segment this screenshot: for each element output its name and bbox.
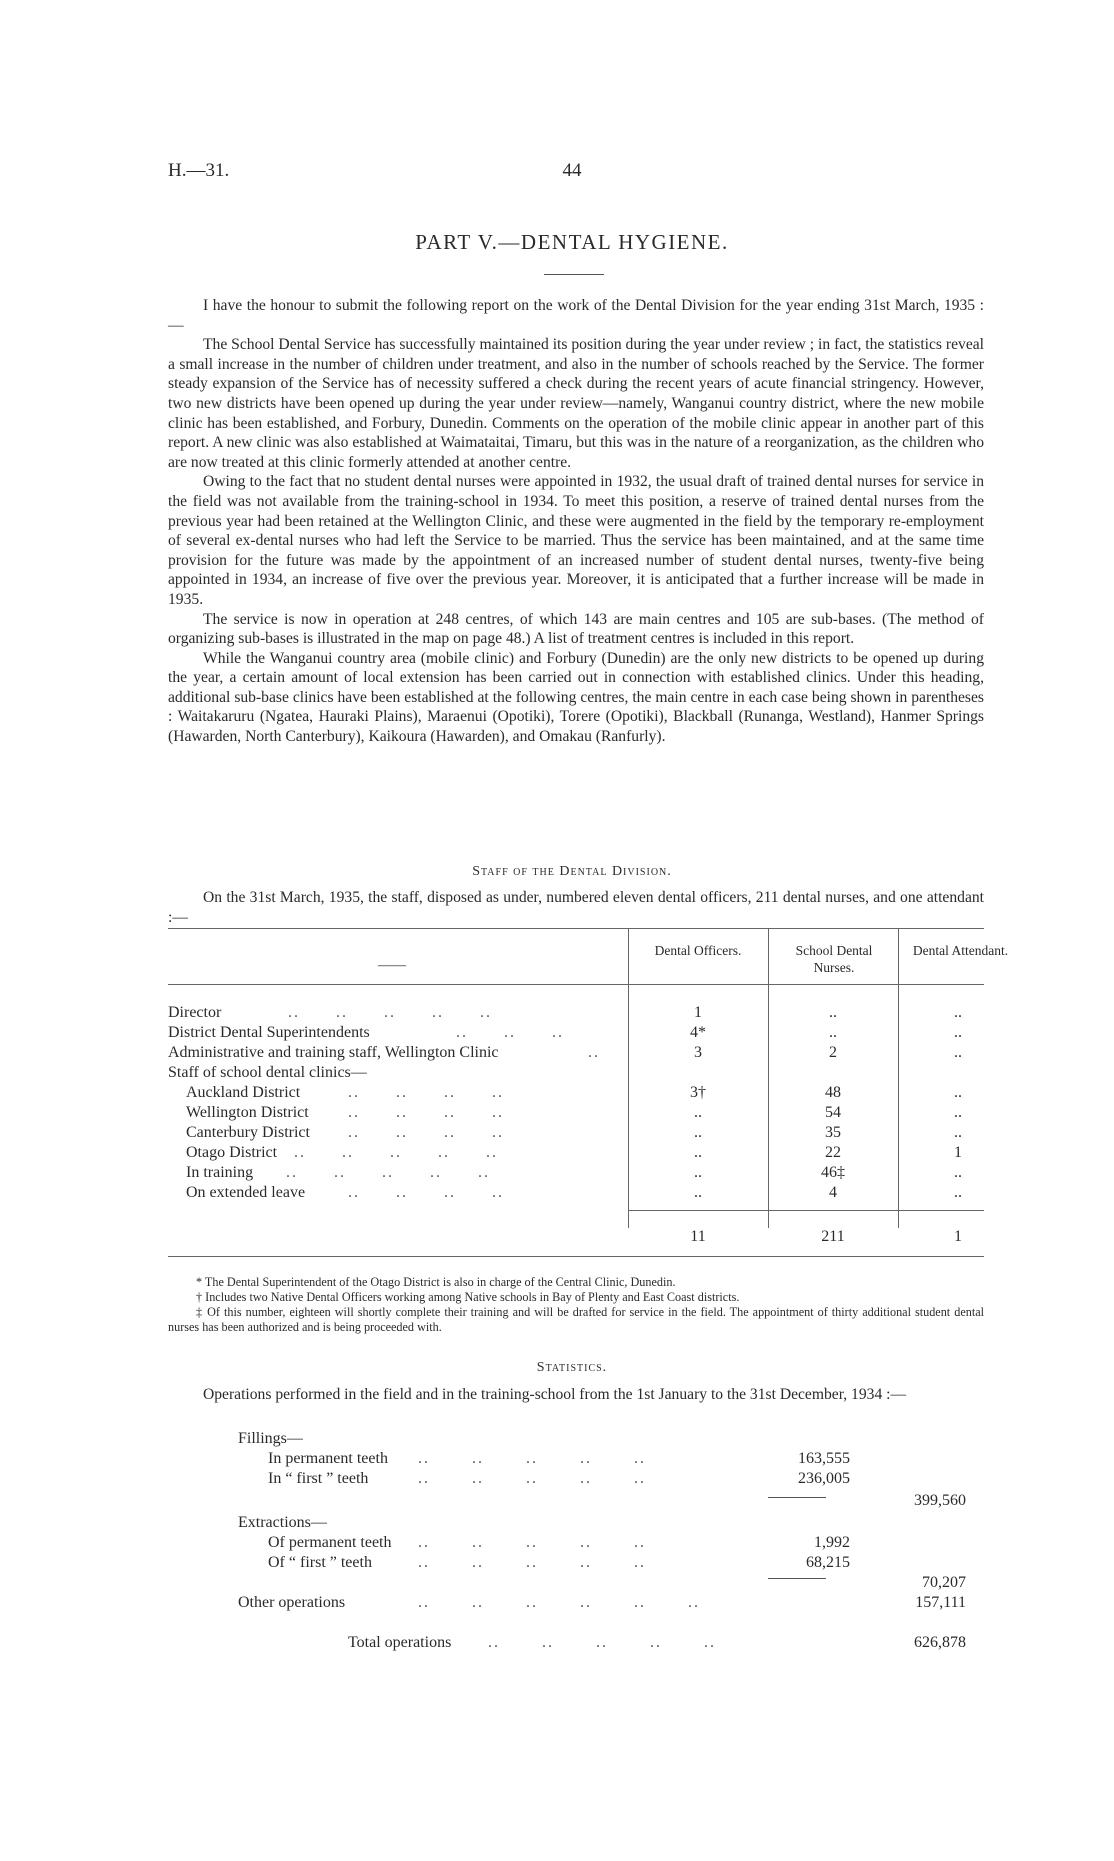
cell-attendant: ..: [954, 1024, 962, 1041]
table-header-rule: [168, 984, 984, 985]
report-reference: H.—31.: [168, 160, 230, 181]
stats-row: [168, 1594, 984, 1614]
leader-dots: .. .. .. .. ..: [418, 1470, 646, 1487]
row-label: Auckland District: [186, 1084, 301, 1101]
header-blank-dash: ——: [378, 958, 406, 973]
extractions-first-value: 68,215: [806, 1554, 850, 1571]
staff-heading: Staff of the Dental Division.: [472, 864, 672, 879]
cell-attendant: 1: [954, 1144, 962, 1161]
report-body: [168, 296, 984, 747]
stats-row: [168, 1450, 984, 1470]
footnote-asterisk: * The Dental Superintendent of the Otago District is also in charge of the Central Clinic, Dunedin.: [196, 1275, 676, 1289]
paragraph-service: The School Dental Service has successfully maintained its position during the year under review ; in fact, the statistics reveal a small increase in the number of children under treatment, and also in the number of schools reached by the Service. The former steady expansion of the Service has of necessity suffered a check during the recent years of acute financial stringency. However, two new districts have been opened up during the year under review—namely, Wanganui country district, where the new mobile clinic has been established, and Forbury, Dunedin. Comments on the operation of the mobile clinic appear in another part of this report. A new clinic was also established at Waimataitai, Timaru, but this was in the nature of a reorganization, as the children who are now treated at this clinic formerly attended at another centre.: [168, 336, 984, 471]
other-operations-label: Other operations: [238, 1594, 346, 1611]
leader-dots: .. .. .. .. ..: [418, 1450, 646, 1467]
leader-dots: .. .. .. ..: [348, 1084, 504, 1101]
total-nurses: 211: [821, 1228, 845, 1245]
cell-attendant: ..: [954, 1004, 962, 1021]
footnote-dagger: † Includes two Native Dental Officers working among Native schools in Bay of Plenty and East Coast districts.: [196, 1290, 740, 1304]
table-row: [168, 1024, 984, 1044]
staff-intro-text: On the 31st March, 1935, the staff, disposed as under, numbered eleven dental officers, 211 dental nurses, and one attendant :—: [168, 889, 984, 926]
table-row: [168, 1124, 984, 1144]
staff-table: [168, 928, 1009, 1258]
col-head-nurses: School Dental Nurses.: [795, 943, 873, 975]
fillings-label: Fillings—: [238, 1430, 303, 1447]
fillings-first-label: In “ first ” teeth: [268, 1470, 369, 1487]
extractions-label: Extractions—: [238, 1514, 327, 1531]
fillings-permanent-label: In permanent teeth: [268, 1450, 388, 1467]
leader-dots: .. .. .. .. ..: [418, 1534, 646, 1551]
page-number: 44: [562, 160, 582, 181]
cell-nurses: 46‡: [821, 1164, 845, 1181]
row-label: Canterbury District: [186, 1124, 310, 1141]
title-rule: [544, 274, 604, 275]
stats-row: [168, 1574, 984, 1594]
stats-row: [168, 1470, 984, 1490]
fillings-first-value: 236,005: [798, 1470, 850, 1487]
cell-officers: ..: [694, 1124, 702, 1141]
table-totals-row: [168, 1228, 984, 1248]
cell-officers: ..: [694, 1184, 702, 1201]
stats-extractions-heading: [168, 1514, 984, 1534]
cell-nurses: 22: [825, 1144, 841, 1161]
row-label: In training: [186, 1164, 254, 1181]
fillings-permanent-value: 163,555: [798, 1450, 850, 1467]
cell-attendant: ..: [954, 1084, 962, 1101]
cell-attendant: ..: [954, 1164, 962, 1181]
leader-dots: .. .. .. ..: [348, 1184, 504, 1201]
leader-dots: .. .. .. ..: [348, 1124, 504, 1141]
table-row: [168, 1164, 984, 1184]
table-row: [168, 1104, 984, 1124]
leader-dots: .. .. .. .. ..: [288, 1004, 492, 1021]
total-operations-label: Total operations: [348, 1634, 452, 1651]
cell-attendant: ..: [954, 1124, 962, 1141]
row-label: Otago District: [186, 1144, 278, 1161]
paragraph-intro: I have the honour to submit the following report on the work of the Dental Division for the year ending 31st March, 1935 :—: [168, 297, 984, 334]
extractions-permanent-label: Of permanent teeth: [268, 1534, 392, 1551]
table-bottom-rule: [168, 1256, 984, 1257]
footnote-double-dagger: ‡ Of this number, eighteen will shortly complete their training and will be drafted for service in the field. The appointment of thirty additional student dental nurses has been authorized and is being proceeded with.: [168, 1305, 984, 1334]
leader-dots: ..: [588, 1044, 600, 1061]
row-label: Director: [168, 1004, 222, 1021]
col-head-attendant: Dental Attendant.: [912, 943, 1009, 958]
statistics-intro-text: Operations performed in the field and in the training-school from the 1st January to the 31st December, 1934 :—: [203, 1386, 907, 1403]
table-row: [168, 1044, 984, 1064]
footnotes: [168, 1275, 984, 1335]
cell-nurses: 54: [825, 1104, 841, 1121]
stats-row: [168, 1534, 984, 1554]
cell-officers: ..: [694, 1104, 702, 1121]
cell-nurses: ..: [829, 1004, 837, 1021]
cell-attendant: ..: [954, 1104, 962, 1121]
cell-attendant: ..: [954, 1184, 962, 1201]
leader-dots: .. .. .. .. ..: [286, 1164, 490, 1181]
leader-dots: .. .. .. ..: [348, 1104, 504, 1121]
cell-officers: 1: [694, 1004, 702, 1021]
stats-fillings-heading: [168, 1430, 984, 1450]
leader-dots: .. .. .. .. ..: [488, 1634, 716, 1651]
fillings-total-value: 399,560: [914, 1492, 966, 1509]
stats-row: [168, 1634, 984, 1654]
statistics-heading: Statistics.: [536, 1360, 608, 1375]
leader-dots: .. .. .. .. ..: [418, 1554, 646, 1571]
total-operations-value: 626,878: [914, 1634, 966, 1651]
col-head-officers: Dental Officers.: [654, 943, 742, 958]
stats-row: [168, 1492, 984, 1512]
cell-officers: ..: [694, 1164, 702, 1181]
cell-nurses: 35: [825, 1124, 841, 1141]
total-officers: 11: [690, 1228, 706, 1245]
leader-dots: .. .. .. .. ..: [294, 1144, 498, 1161]
row-label: Administrative and training staff, Wellington Clinic: [168, 1044, 499, 1061]
totals-rule: [628, 1210, 984, 1211]
cell-attendant: ..: [954, 1044, 962, 1061]
leader-dots: .. .. ..: [456, 1024, 564, 1041]
leader-dots: .. .. .. .. .. ..: [418, 1594, 700, 1611]
row-label: District Dental Superintendents: [168, 1024, 370, 1041]
row-label: On extended leave: [186, 1184, 306, 1201]
table-top-rule: [168, 928, 984, 929]
extractions-first-label: Of “ first ” teeth: [268, 1554, 372, 1571]
cell-officers: 4*: [690, 1024, 706, 1041]
cell-nurses: 4: [829, 1184, 837, 1201]
extractions-total-value: 70,207: [922, 1574, 966, 1591]
stats-row: [168, 1554, 984, 1574]
table-row: [168, 1084, 984, 1104]
statistics-intro: [168, 1385, 984, 1405]
other-operations-value: 157,111: [915, 1594, 966, 1611]
cell-officers: 3: [694, 1044, 702, 1061]
row-label: Staff of school dental clinics—: [168, 1064, 367, 1081]
table-row: [168, 1064, 984, 1084]
paragraph-nurses: Owing to the fact that no student dental nurses were appointed in 1932, the usual draft of trained dental nurses for service in the field was not available from the training-school in 1934. To meet this position, a reserve of trained dental nurses from the previous year had been retained at the Wellington Clinic, and these were augmented in the field by the temporary re-employment of several ex-dental nurses who had left the Service to be married. Thus the service has been maintained, and at the same time provision for the future was made by the appointment of an increased number of student dental nurses, twenty-five being appointed in 1934, an increase of five over the previous year. Moreover, it is anticipated that a further increase will be made in 1935.: [168, 473, 984, 608]
row-label: Wellington District: [186, 1104, 309, 1121]
paragraph-centres: The service is now in operation at 248 centres, of which 143 are main centres and 105 are sub-bases. (The method of organizing sub-bases is illustrated in the map on page 48.) A list of treatment centres is included in this report.: [168, 610, 984, 648]
staff-intro: [168, 888, 984, 927]
cell-nurses: 48: [825, 1084, 841, 1101]
cell-nurses: 2: [829, 1044, 837, 1061]
cell-officers: 3†: [690, 1084, 706, 1101]
total-attendant: 1: [954, 1228, 962, 1245]
page-title: PART V.—DENTAL HYGIENE.: [415, 230, 729, 254]
extractions-permanent-value: 1,992: [814, 1534, 850, 1551]
table-row: [168, 1184, 984, 1204]
cell-nurses: ..: [829, 1024, 837, 1041]
paragraph-extension: While the Wanganui country area (mobile clinic) and Forbury (Dunedin) are the only new districts to be opened up during the year, a certain amount of local extension has been carried out in connection with established clinics. Under this heading, additional sub-base clinics have been established at the following centres, the main centre in each case being shown in parentheses : Waitakaruru (Ngatea, Hauraki Plains), Maraenui (Opotiki), Torere (Opotiki), Blackball (Runanga, Westland), Hanmer Springs (Hawarden, North Canterbury), Kaikoura (Hawarden), and Omakau (Ranfurly).: [168, 649, 984, 746]
table-row: [168, 1144, 984, 1164]
table-row: [168, 1004, 984, 1024]
cell-officers: ..: [694, 1144, 702, 1161]
